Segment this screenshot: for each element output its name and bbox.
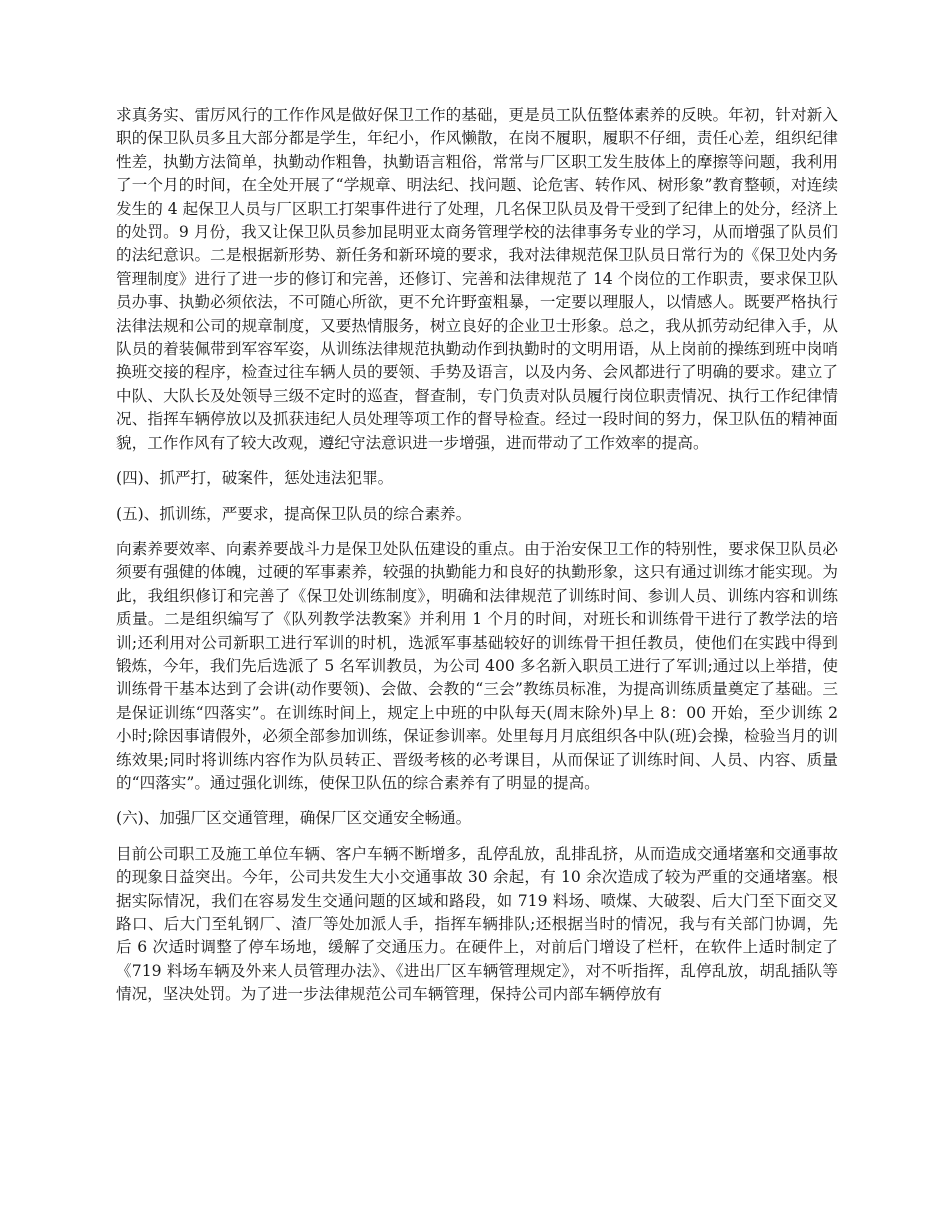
- body-paragraph: 向素养要效率、向素养要战斗力是保卫处队伍建设的重点。由于治安保卫工作的特别性，要求保卫队员必须要有强健的体魄，过硬的军事素养，较强的执勤能力和良好的执勤形象，这只有通过训练才能实现。为此，我组织修订和完善了《保卫处训练制度》，明确和法律规范了训练时间、参训人员、训练内容和训练质量。二是组织编写了《队列教学法教案》并利用 1 个月的时间，对班长和训练骨干进行了教学法的培训;还利用对公司新职工进行军训的时机，选派军事基础较好的训练骨干担任教员，使他们在实践中得到锻炼，今年，我们先后选派了 5 名军训教员，为公司 400 多名新入职员工进行了军训;通过以上举措，使训练骨干基本达到了会讲(动作要领)、会做、会教的“三会”教练员标准，为提高训练质量奠定了基础。三是保证训练“四落实”。在训练时间上，规定上中班的中队每天(周末除外)早上 8：00 开始，至少训练 2 小时;除因事请假外，必须全部参加训练，保证参训率。处里每月月底组织各中队(班)会操，检验当月的训练效果;同时将训练内容作为队员转正、晋级考核的必考课目，从而保证了训练时间、人员、内容、质量的“四落实”。通过强化训练，使保卫队伍的综合素养有了明显的提高。: [116, 539, 838, 792]
- section-heading: (四)、抓严打，破案件，惩处违法犯罪。: [116, 469, 394, 488]
- document-page: [116, 104, 838, 1019]
- body-paragraph: 求真务实、雷厉风行的工作作风是做好保卫工作的基础，更是员工队伍整体素养的反映。年初，针对新入职的保卫队员多且大部分都是学生，年纪小，作风懒散，在岗不履职，履职不仔细，责任心差，组织纪律性差，执勤方法简单，执勤动作粗鲁，执勤语言粗俗，常常与厂区职工发生肢体上的摩擦等问题，我利用了一个月的时间，在全处开展了“学规章、明法纪、找问题、论危害、转作风、树形象”教育整顿，对连续发生的 4 起保卫人员与厂区职工打架事件进行了处理，几名保卫队员及骨干受到了纪律上的处分，经济上的处罚。9 月份，我又让保卫队员参加昆明亚太商务管理学校的法律事务专业的学习，从而增强了队员们的法纪意识。二是根据新形势、新任务和新环境的要求，我对法律规范保卫队员日常行为的《保卫处内务管理制度》进行了进一步的修订和完善，还修订、完善和法律规范了 14 个岗位的工作职责，要求保卫队员办事、执勤必须依法，不可随心所欲，更不允许野蛮粗暴，一定要以理服人，以情感人。既要严格执行法律法规和公司的规章制度，又要热情服务，树立良好的企业卫士形象。总之，我从抓劳动纪律入手，从队员的着装佩带到军容军姿，从训练法律规范执勤动作到执勤时的文明用语，从上岗前的操练到班中岗哨换班交接的程序，检查过往车辆人员的要领、手势及语言，以及内务、会风都进行了明确的要求。建立了中队、大队长及处领导三级不定时的巡查，督查制，专门负责对队员履行岗位职责情况、执行工作纪律情况、指挥车辆停放以及抓获违纪人员处理等项工作的督导检查。经过一段时间的努力，保卫队伍的精神面貌，工作作风有了较大改观，遵纪守法意识进一步增强，进而带动了工作效率的提高。: [116, 106, 838, 452]
- body-paragraph: 目前公司职工及施工单位车辆、客户车辆不断增多，乱停乱放，乱排乱挤，从而造成交通堵塞和交通事故的现象日益突出。今年，公司共发生大小交通事故 30 余起，有 10 余次造成了较为严重的交通堵塞。根据实际情况，我们在容易发生交通问题的区域和路段，如 719 料场、喷煤、大破裂、后大门至下面交叉路口、后大门至轧钢厂、渣厂等处加派人手，指挥车辆排队;还根据当时的情况，我与有关部门协调，先后 6 次适时调整了停车场地，缓解了交通压力。在硬件上，对前后门增设了栏杆，在软件上适时制定了《719 料场车辆及外来人员管理办法》、《进出厂区车辆管理规定》，对不听指挥，乱停乱放，胡乱插队等情况，坚决处罚。为了进一步法律规范公司车辆管理，保持公司内部车辆停放有: [116, 844, 838, 1004]
- section-heading: (五)、抓训练，严要求，提高保卫队员的综合素养。: [116, 504, 472, 523]
- section-heading: (六)、加强厂区交通管理，确保厂区交通安全畅通。: [116, 809, 472, 828]
